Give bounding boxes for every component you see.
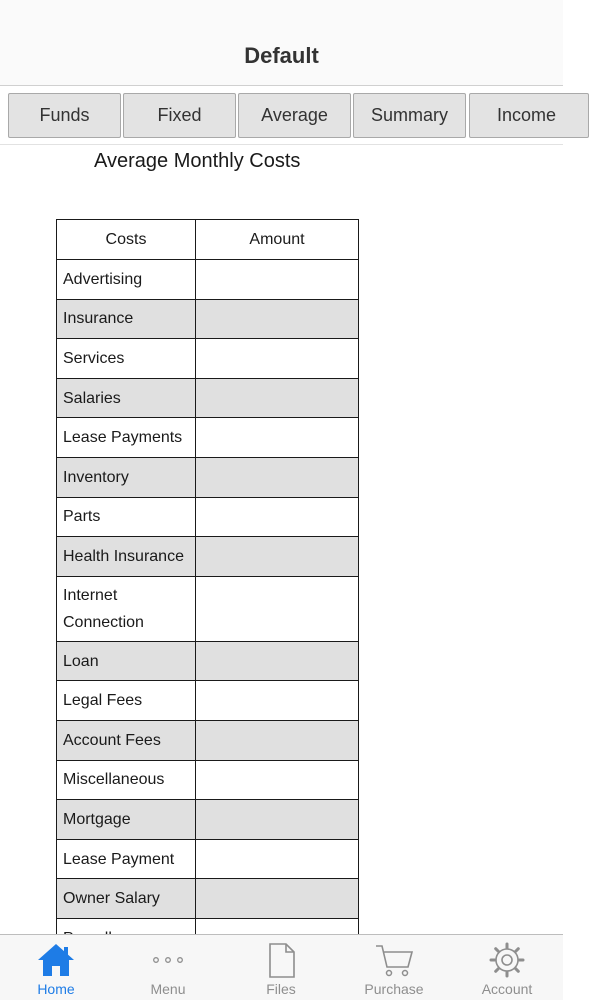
- tabbar-label: Home: [37, 981, 75, 997]
- table-row: [57, 879, 359, 919]
- column-header-amount: Amount: [196, 220, 359, 260]
- amount-cell[interactable]: [196, 378, 359, 418]
- amount-cell[interactable]: [196, 537, 359, 577]
- amount-cell[interactable]: [196, 457, 359, 497]
- tabbar-label: Files: [266, 981, 296, 997]
- cost-label: Services: [57, 339, 196, 379]
- cost-label: Lease Payments: [57, 418, 196, 458]
- amount-cell[interactable]: [196, 839, 359, 879]
- table-row: [57, 299, 359, 339]
- amount-cell[interactable]: [196, 641, 359, 681]
- amount-cell[interactable]: [196, 497, 359, 537]
- amount-cell[interactable]: [196, 800, 359, 840]
- costs-table: [56, 219, 359, 959]
- page-title: Default: [244, 43, 319, 68]
- cost-label: Advertising: [57, 260, 196, 300]
- cost-label: Health Insurance: [57, 537, 196, 577]
- tab-summary[interactable]: Summary: [353, 93, 466, 138]
- cost-label: Miscellaneous: [57, 760, 196, 800]
- amount-cell[interactable]: [196, 720, 359, 760]
- tabbar-label: Menu: [150, 981, 186, 997]
- amount-cell[interactable]: [196, 260, 359, 300]
- table-row: [57, 537, 359, 577]
- amount-cell[interactable]: [196, 681, 359, 721]
- cost-label: Salaries: [57, 378, 196, 418]
- table-row: [57, 576, 359, 641]
- table-row: [57, 418, 359, 458]
- costs-table-container[interactable]: [56, 219, 358, 934]
- tabbar-label: Purchase: [364, 981, 424, 997]
- cost-label: Loan: [57, 641, 196, 681]
- file-icon: [261, 941, 301, 979]
- table-row: [57, 760, 359, 800]
- table-header-row: [57, 220, 359, 260]
- tab-funds[interactable]: Funds: [8, 93, 121, 138]
- tabbar-menu[interactable]: [112, 935, 224, 1001]
- tab-average[interactable]: Average: [238, 93, 351, 138]
- table-row: [57, 839, 359, 879]
- amount-cell[interactable]: [196, 299, 359, 339]
- tabbar-account[interactable]: [451, 935, 563, 1001]
- cost-label: Insurance: [57, 299, 196, 339]
- table-row: [57, 641, 359, 681]
- table-row: [57, 378, 359, 418]
- tabbar-home[interactable]: [0, 935, 112, 1001]
- cost-label: Account Fees: [57, 720, 196, 760]
- cost-label: Lease Payment: [57, 839, 196, 879]
- table-row: [57, 497, 359, 537]
- cost-label: Owner Salary: [57, 879, 196, 919]
- section-heading: Average Monthly Costs: [94, 150, 301, 172]
- gear-icon: [487, 941, 527, 979]
- tab-fixed[interactable]: Fixed: [123, 93, 236, 138]
- table-row: [57, 720, 359, 760]
- table-row: [57, 457, 359, 497]
- tabbar-label: Account: [481, 981, 533, 997]
- amount-cell[interactable]: [196, 418, 359, 458]
- cart-icon: [374, 941, 414, 979]
- table-row: [57, 800, 359, 840]
- navigation-bar: [0, 0, 563, 86]
- table-row: [57, 260, 359, 300]
- amount-cell[interactable]: [196, 576, 359, 641]
- tab-income[interactable]: Income: [469, 93, 589, 138]
- table-row: [57, 339, 359, 379]
- cost-label: Inventory: [57, 457, 196, 497]
- cost-label: Mortgage: [57, 800, 196, 840]
- home-icon: [36, 941, 76, 979]
- column-header-costs: Costs: [57, 220, 196, 260]
- amount-cell[interactable]: [196, 339, 359, 379]
- more-dots-icon: [148, 941, 188, 979]
- amount-cell[interactable]: [196, 879, 359, 919]
- section-tab-strip[interactable]: [0, 87, 563, 145]
- tabbar-purchase[interactable]: [338, 935, 450, 1001]
- cost-label: Internet Connection: [57, 576, 196, 641]
- table-row: [57, 681, 359, 721]
- bottom-tab-bar: [0, 934, 563, 1000]
- tabbar-files[interactable]: [225, 935, 337, 1001]
- cost-label: Parts: [57, 497, 196, 537]
- cost-label: Legal Fees: [57, 681, 196, 721]
- amount-cell[interactable]: [196, 760, 359, 800]
